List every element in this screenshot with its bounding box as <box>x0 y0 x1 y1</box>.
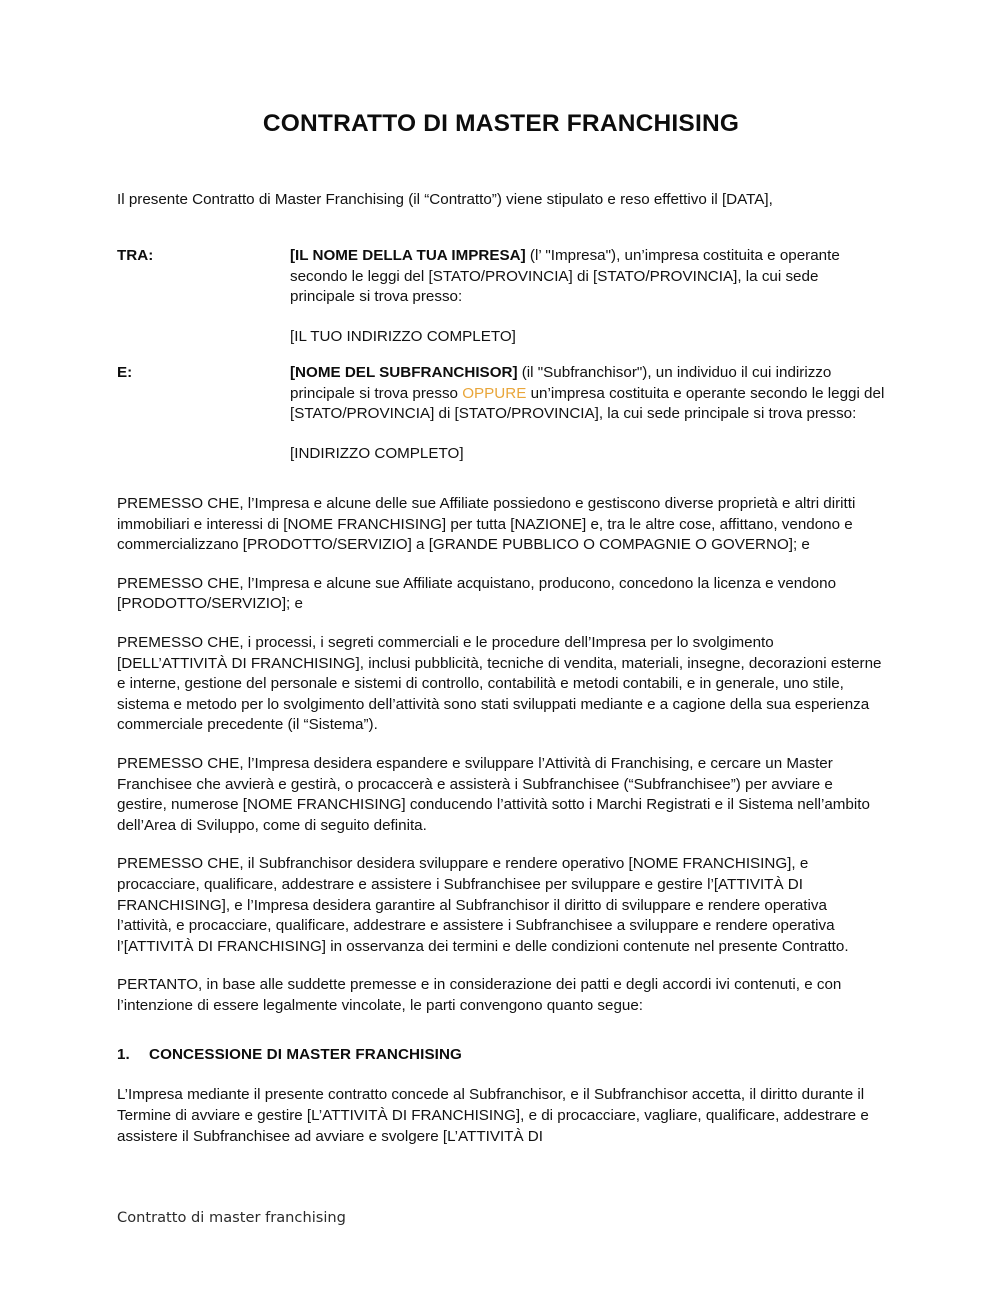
recital-paragraph: PREMESSO CHE, l’Impresa e alcune sue Affiliate acquistano, producono, concedono la licenza e vendono [PRODOTTO/SERVIZIO]; e <box>117 574 837 613</box>
recital-paragraph: PREMESSO CHE, l’Impresa e alcune delle sue Affiliate possiedono e gestiscono diverse proprietà e altri diritti immobiliari e interessi di [NOME FRANCHISING] per tutta [NAZIONE] e, tra le altre cose, affittano, vendono e commercializzano [PRODOTTO/SERVIZIO] a [GRANDE PUBBLICO O COMPAGNIE O GOVERNO]; e <box>117 495 856 554</box>
party-address-tra: [IL TUO INDIRIZZO COMPLETO] <box>290 327 516 345</box>
party-name-tra: [IL NOME DELLA TUA IMPRESA] <box>290 247 526 264</box>
page-title: CONTRATTO DI MASTER FRANCHISING <box>262 110 740 137</box>
parties-block <box>117 246 885 464</box>
party-description-e <box>290 363 885 425</box>
party-description-tra <box>290 246 885 308</box>
party-row-tra <box>117 246 885 347</box>
page-footer: Contratto di master franchising <box>117 1209 346 1226</box>
recital-paragraph: PREMESSO CHE, l’Impresa desidera espandere e sviluppare l’Attività di Franchising, e cercare un Master Franchisee che avvierà e gestirà, o procaccerà e assisterà i Subfranchisee (“Subfranchisee”) per avviare e gestire, numerose [NOME FRANCHISING] conducendo l’attività sotto i Marchi Registrati e il Sistema nell’ambito dell’Area di Sviluppo, come di seguito definita. <box>117 754 870 834</box>
highlight-oppure: OPPURE <box>462 384 527 402</box>
recitals-block <box>117 494 885 1016</box>
party-name-e: [NOME DEL SUBFRANCHISOR] <box>290 364 518 381</box>
document-content <box>117 0 885 1165</box>
party-body-tra <box>290 246 885 347</box>
section-heading-1 <box>117 1046 885 1063</box>
party-detail-e-after: un’impresa costituita e operante secondo le leggi del [STATO/PROVINCIA] di [STATO/PROVINCIA], la cui sede principale si trova presso: <box>290 384 885 422</box>
party-label-tra: TRA: <box>117 247 154 264</box>
party-address-e: [INDIRIZZO COMPLETO] <box>290 444 464 462</box>
party-detail-tra: (l’ "Impresa"), un’impresa costituita e operante secondo le leggi del [STATO/PROVINCIA] di [STATO/PROVINCIA], la cui sede principale si trova presso: <box>290 247 840 305</box>
party-label-e: E: <box>117 364 133 381</box>
party-row-e <box>117 363 885 464</box>
recital-paragraph: PERTANTO, in base alle suddette premesse e in considerazione dei patti e degli accordi ivi contenuti, e con l’intenzione di essere legalmente vincolate, le parti convengono quanto segue: <box>117 976 842 1014</box>
recital-paragraph: PREMESSO CHE, i processi, i segreti commerciali e le procedure dell’Impresa per lo svolgimento [DELL’ATTIVITÀ DI FRANCHISING], inclusi pubblicità, tecniche di vendita, materiali, insegne, decorazioni esterne e interne, gestione del personale e sistemi di controllo, contabilità e metodi contabili, e in generale, uno stile, sistema e metodo per lo svolgimento dell’attività sono stati sviluppati mediante e a cagione della sua esperienza commerciale precedente (il “Sistema”). <box>117 633 882 734</box>
section-title: CONCESSIONE DI MASTER FRANCHISING <box>149 1046 462 1064</box>
party-detail-e-before: (il "Subfranchisor"), un individuo il cui indirizzo principale si trova presso <box>290 364 832 402</box>
section-body-1: L’Impresa mediante il presente contratto concede al Subfranchisor, e il Subfranchisor accetta, il diritto durante il Termine di avviare e gestire [L’ATTIVITÀ DI FRANCHISING], e di procacciare, vagliare, qualificare, addestrare e assistere il Subfranchisee ad avviare e svolgere [L’ATTIVITÀ DI <box>117 1086 869 1145</box>
party-body-e <box>290 363 885 464</box>
intro-paragraph: Il presente Contratto di Master Franchising (il “Contratto”) viene stipulato e reso effettivo il [DATA], <box>117 191 773 208</box>
recital-paragraph: PREMESSO CHE, il Subfranchisor desidera sviluppare e rendere operativo [NOME FRANCHISING], e procacciare, qualificare, addestrare e assistere i Subfranchisee per sviluppare e gestire l’[ATTIVITÀ DI FRANCHISING], e l’Impresa desidera garantire al Subfranchisor il diritto di sviluppare e rendere operativa l’attività, e procacciare, qualificare, addestrare e assistere i Subfranchisee a sviluppare e rendere operativa l’[ATTIVITÀ DI FRANCHISING] in osservanza dei termini e delle condizioni contenute nel presente Contratto. <box>117 855 849 955</box>
section-number: 1. <box>117 1046 130 1064</box>
